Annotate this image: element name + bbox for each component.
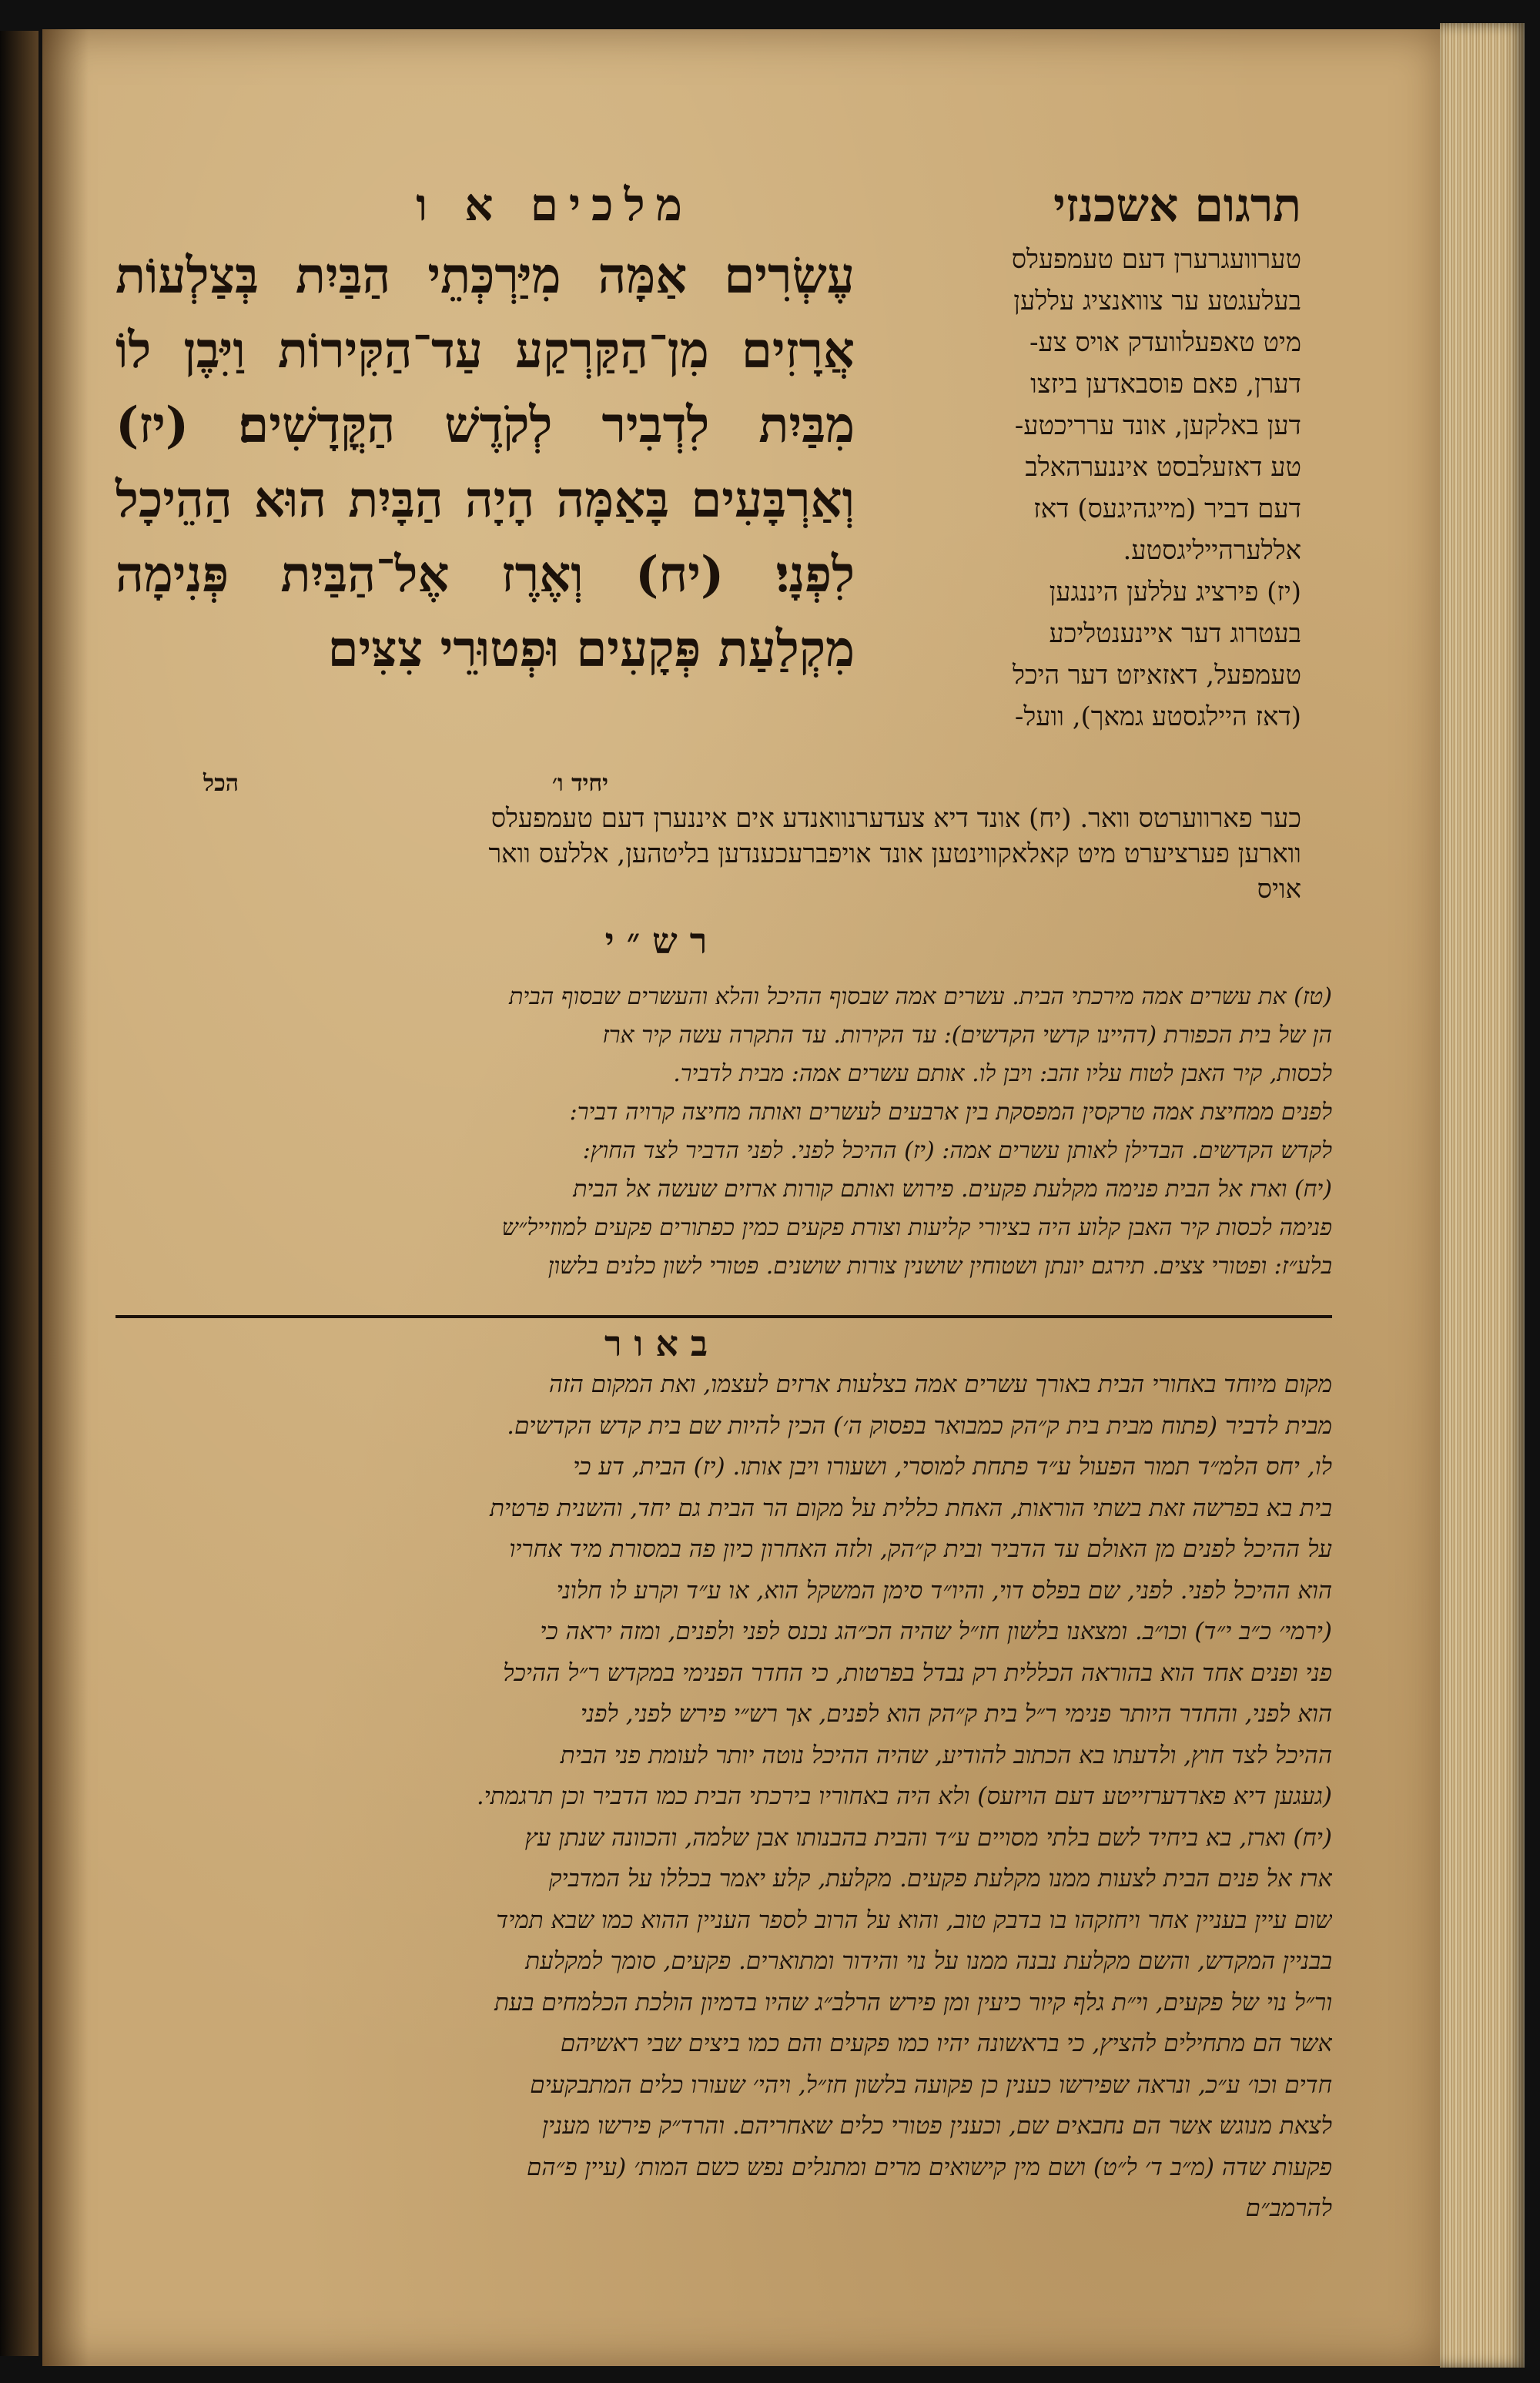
rashi-line: (יח) וארז אל הבית פנימה מקלעת פקעים. פירוש ואותם קורות ארזים שעשה אל הבית [573,1176,1332,1203]
running-head-targum: תרגום אשכנזי [1053,179,1301,233]
main-verse-text: עֶשְׂרִים אַמָּה מִיַּרְכְּתֵי הַבַּיִת בְּצַלְעוֹת אֲרָזִים מִן־הַקַּרְקַע עַד־הַקִּירוֹת וַיִּבֶן לוֹ מִבַּיִת לִדְבִיר לְקֹדֶשׁ הַקֳּדָשִׁים׃ (יז) וְאַרְבָּעִים בָּאַמָּה הָיָה הַבָּיִת הוּא הַהֵיכָל לִפְנָי׃ (יח) וְאֶרֶז אֶל־הַבַּיִת פְּנִימָה מִקְלַעַת פְּקָעִים וּפְטוּרֵי צִצִּים [116,247,855,678]
targum-line: בעלעגטע ער צוואנציג עללען [1013,286,1301,316]
targum-line: בעטרוג דער איינענטליכע [1049,618,1301,649]
rashi-commentary [116,978,1332,1286]
targum-line: (דאז היילגסטע גמאך), וועל- [1014,701,1301,732]
section-divider [116,1315,1332,1318]
targum-line: טעמפעל, דאזאיזט דער היכל [1013,660,1301,691]
biur-line: לו, יחס הלמ״ד תמור הפעול ע״ד פתחת למוסרי, ושעורו ויבן אותו. (יז) הבית, דע כי [573,1453,1332,1481]
biur-line: על ההיכל לפנים מן האולם עד הדביר ובית ק״הק, ולזה האחרון כיון פה במסורת מיד אחריו [509,1535,1332,1563]
biur-heading: באור [604,1323,721,1364]
rashi-line: פנימה לכסות קיר האבן קלוע היה בציורי קליעות וצורת פקעים כמין כפתורים פקעים למוזייל״ש [501,1214,1332,1241]
targum-continuation [116,801,1301,907]
page-stack-edges [1440,23,1525,2368]
biur-line: בבניין המקדש, והשם מקלעת נבנה ממנו על נוי והידור ומתוארים. פקעים, סומך למקלעת [525,1947,1332,1975]
biur-line: הוא לפני, והחדר היותר פנימי ר״ל בית ק״הק הוא לפנים, אך רש״י פירש לפני, לפני [580,1700,1332,1728]
biur-line: פני ופנים אחד הוא בהוראה הכללית רק נבדל בפרטות, כי החדר הפנימי במקדש ר״ל ההיכל [503,1658,1332,1687]
biur-line: ההיכל לצד חוץ, ולדעתו בא הכתוב להודיע, שהיה ההיכל נוטה יותר לעומת פני הבית [560,1741,1332,1769]
targum-line: דערן, פאם פוסבאדען ביזצו [1030,369,1301,400]
targum-column [870,239,1301,738]
targum-line: אללערהייליגסטע. [1123,535,1301,566]
targum-line: דען באלקען, אונד ערריכטע- [1014,410,1301,441]
biur-line: מקום מיוחד באחורי הבית באורך עשרים אמה בצלעות ארזים לעצמו, ואת המקום הזה [548,1371,1332,1398]
targum-line: (יז) פירציג עללען היננגען [1049,577,1301,607]
biur-line: שום עיין בעניין אחר ויחזקהו בו בדבק טוב, והוא על הרוב לספר העניין ההוא כמו שבא תמיד [496,1906,1332,1934]
targum-line: טערוועגרערן דעם טעמפעלס [1011,244,1301,275]
rashi-line: הן של בית הכפורת (דהיינו קדשי הקדשים): עד הקירות. עד התקרה עשה קיר ארז [602,1022,1332,1049]
biur-line: מבית לדביר (פתוח מבית בית ק״הק כמבואר בפסוק ה׳) הכין להיות שם בית קדש הקדשים. [507,1411,1332,1440]
biur-line: ור״ל נוי של פקעים, וי״ת גלף קיור כיעין ומן פירש הרלב״ג שהיו בדמיון הולכת הכלמחים בעת [494,1988,1332,2017]
biur-line: הוא ההיכל לפני. לפני, שם בפלס דוי, והיו״ד סימן המשקל הוא, או ע״ד וקרע לו חלוני [556,1576,1332,1605]
targum-line: אויס [1257,874,1301,905]
biur-line: חדים וכו׳ ע״כ, ונראה שפירשו כענין כן פקועה בלשון חז״ל, ויהי׳ שעורו כלים המתבקעים [530,2070,1332,2099]
biur-line: (יח) וארז, בא ביחיד לשם בלתי מסויים ע״ד והבית בהבנותו אבן שלמה, והכוונה שנתן עץ [524,1823,1332,1852]
catchword-main: יחיד ו׳ [552,770,608,797]
targum-line: ווארען פערציערט מיט קאלאקווינטען אונד אויפברעכענדען בליטהען, אללעס וואר [488,838,1301,869]
biur-line: להרמב״ם [1245,2194,1332,2222]
rashi-line: לקדש הקדשים. הבדילן לאותן עשרים אמה: (יז) ההיכל לפני. לפני הדביר לצד החוץ: [582,1137,1332,1164]
biur-line: (ירמי׳ כ״ב י״ד) וכו״ב. ומצאנו בלשון חז״ל שהיה הכ״הג נכנס לפני ולפנים, ומזה יראה כי [540,1618,1332,1645]
targum-line: מיט טאפעלוועדק אויס צע- [1029,327,1301,358]
rashi-line: (טז) את עשרים אמה מירכתי הבית. עשרים אמה שבסוף ההיכל והלא והעשרים שבסוף הבית [509,983,1332,1010]
previous-page-edge [0,31,38,2356]
biur-line: ארז אל פנים הבית לצעות ממנו מקלעת פקעים. מקלעת, קלע יאמר בכללו על המדביק [548,1865,1332,1893]
running-head-book: מלכים א ו [416,179,693,231]
biur-line: לצאת מנוגש אשר הם נחבאים שם, וכענין פטורי כלים שאחריהם. והרד״ק פירשו מענין [542,2112,1332,2140]
targum-line: כער פארווערטס וואר. (יח) אונד דיא צעדערנוואנדע אים איננערן דעם טעמפעלס [490,803,1301,834]
biur-commentary [116,1364,1332,2230]
rashi-line: לכסות, קיר האבן לטוח עליו זהב: ויבן לו. אותם עשרים אמה: מבית לדביר. [673,1060,1332,1087]
gutter-shadow [42,29,89,2366]
rashi-line: לפנים ממחיצת אמה טרקסין המפסקת בין ארבעים לעשרים ואותה מחיצה קרויה דביר: [569,1099,1332,1126]
rashi-heading: רש״י [604,920,720,962]
catchword-targum: הכל [203,770,239,797]
rashi-line: בלע״ז: ופטורי צצים. תירגם יונתן ושטוחין שושנין צורות שושנים. פטורי לשון כלנים בלשון [547,1253,1332,1280]
biur-line: אשר הם מתחילים להציץ, כי בראשונה יהיו כמו פקעים והם כמו ביצים שבי ראשיהם [560,2030,1332,2057]
targum-line: טע דאזעלבסט איננערהאלב [1025,452,1301,483]
biur-line: פקעות שדה (מ״ב ד׳ ל״ט) ושם מין קישואים מרים ומתנלים נפש כשם המות׳ (עיין פ״הם [527,2153,1332,2181]
biur-line: בית בא בפרשה זאת בשתי הוראות, האחת כללית על מקום הר הבית גם יחד, והשנית פרטית [490,1494,1332,1522]
targum-line: דעם דביר (מייגהיגעס) דאז [1033,494,1301,524]
biur-line: (געגען דיא פארדערזייטע דעם הויזעס) ולא היה באחוריו בירכתי הבית כמו הדביר וכן תרגמתי. [476,1782,1332,1810]
